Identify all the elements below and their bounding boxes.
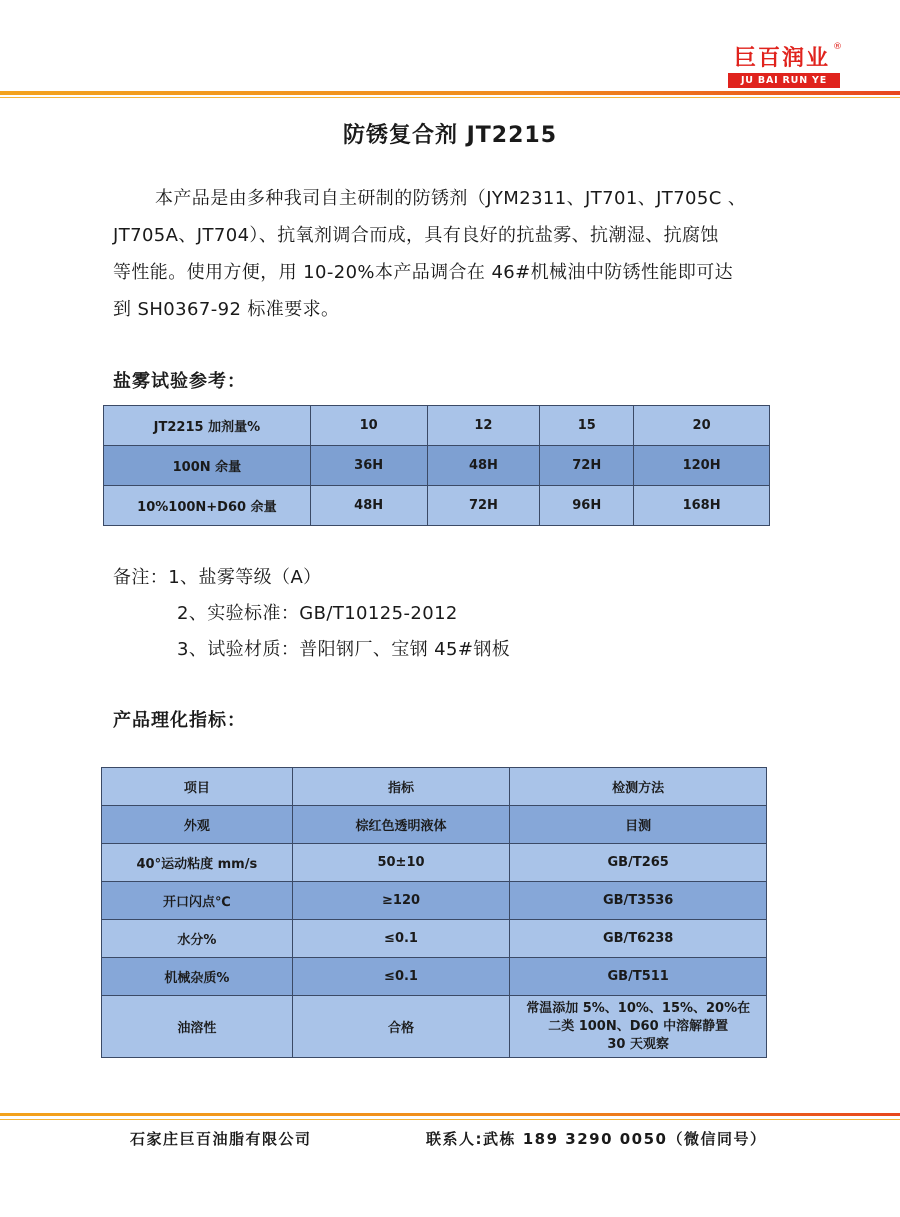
footer-contact: 联系人:武栋 189 3290 0050（微信同号） (426, 1130, 767, 1148)
table-cell: GB/T511 (510, 958, 767, 996)
logo-english-name: JU BAI RUN YE (728, 73, 840, 88)
header-divider-thin (0, 97, 900, 98)
table-cell: 36H (310, 446, 427, 486)
table-cell: 72H (427, 486, 540, 526)
table-cell: 水分% (102, 920, 293, 958)
notes (113, 560, 510, 668)
table-cell: ≤0.1 (292, 958, 510, 996)
table-cell: GB/T6238 (510, 920, 767, 958)
table-cell: 合格 (292, 996, 510, 1058)
logo-chinese-name: 巨百润业 (734, 45, 831, 71)
column-header: 指标 (292, 768, 510, 806)
page-title: 防锈复合剂 JT2215 (342, 123, 558, 148)
table-cell: 开口闪点℃ (102, 882, 293, 920)
table-row (104, 406, 770, 446)
column-header: 检测方法 (510, 768, 767, 806)
note-line (113, 560, 510, 596)
table-cell: 96H (540, 486, 634, 526)
footer-company: 石家庄巨百油脂有限公司 (130, 1130, 312, 1148)
column-header: 项目 (102, 768, 293, 806)
brand-logo (728, 44, 840, 88)
table-row (102, 882, 767, 920)
table-row (102, 958, 767, 996)
table-cell: ≥120 (292, 882, 510, 920)
table-cell: 15 (540, 406, 634, 446)
table-cell: 10%100N+D60 余量 (104, 486, 311, 526)
table-cell: 外观 (102, 806, 293, 844)
table-cell: 目测 (510, 806, 767, 844)
table-cell: 48H (310, 486, 427, 526)
table-row (102, 806, 767, 844)
table-row (102, 920, 767, 958)
intro-line: 到 SH0367-92 标准要求。 (113, 299, 340, 320)
table-header-row (102, 768, 767, 806)
table-cell: 10 (310, 406, 427, 446)
note-item: 3、试验材质：普阳钢厂、宝钢 45#钢板 (177, 639, 511, 660)
salt-spray-heading: 盐雾试验参考： (113, 371, 246, 392)
table-row (102, 844, 767, 882)
note-item: 2、实验标准：GB/T10125-2012 (177, 603, 458, 624)
method-line: 30 天观察 (607, 1036, 669, 1052)
registered-mark: ® (833, 42, 842, 52)
header-divider (0, 91, 900, 95)
notes-label: 备注： (113, 567, 169, 588)
table-cell: GB/T3536 (510, 882, 767, 920)
footer-divider (0, 1113, 900, 1116)
table-cell: 48H (427, 446, 540, 486)
table-cell: 120H (634, 446, 770, 486)
method-line: 二类 100N、D60 中溶解静置 (548, 1018, 729, 1034)
intro-line: 等性能。使用方便，用 10-20%本产品调合在 46#机械油中防锈性能即可达 (113, 262, 734, 283)
table-cell: 20 (634, 406, 770, 446)
table-cell: 72H (540, 446, 634, 486)
table-row (102, 996, 767, 1058)
table-cell: 机械杂质% (102, 958, 293, 996)
table-cell: 棕红色透明液体 (292, 806, 510, 844)
table-cell: 40°运动粘度 mm/s (102, 844, 293, 882)
table-cell (510, 996, 767, 1058)
note-item: 1、盐雾等级（A） (168, 567, 322, 588)
method-line: 常温添加 5%、10%、15%、20%在 (526, 1000, 751, 1016)
table-cell: 100N 余量 (104, 446, 311, 486)
table-cell: JT2215 加剂量% (104, 406, 311, 446)
specs-heading: 产品理化指标： (113, 710, 246, 731)
table-row (104, 486, 770, 526)
table-cell: 168H (634, 486, 770, 526)
table-cell: GB/T265 (510, 844, 767, 882)
footer-divider-thin (0, 1119, 900, 1120)
specs-table (101, 767, 767, 1058)
intro-paragraph (113, 180, 833, 328)
table-row (104, 446, 770, 486)
table-cell: 50±10 (292, 844, 510, 882)
table-cell: 油溶性 (102, 996, 293, 1058)
table-cell: 12 (427, 406, 540, 446)
intro-line: JT705A、JT704）、抗氧剂调合而成，具有良好的抗盐雾、抗潮湿、抗腐蚀 (113, 225, 719, 246)
table-cell: ≤0.1 (292, 920, 510, 958)
intro-line: 本产品是由多种我司自主研制的防锈剂（JYM2311、JT701、JT705C 、 (155, 188, 747, 209)
salt-spray-table (103, 405, 770, 526)
